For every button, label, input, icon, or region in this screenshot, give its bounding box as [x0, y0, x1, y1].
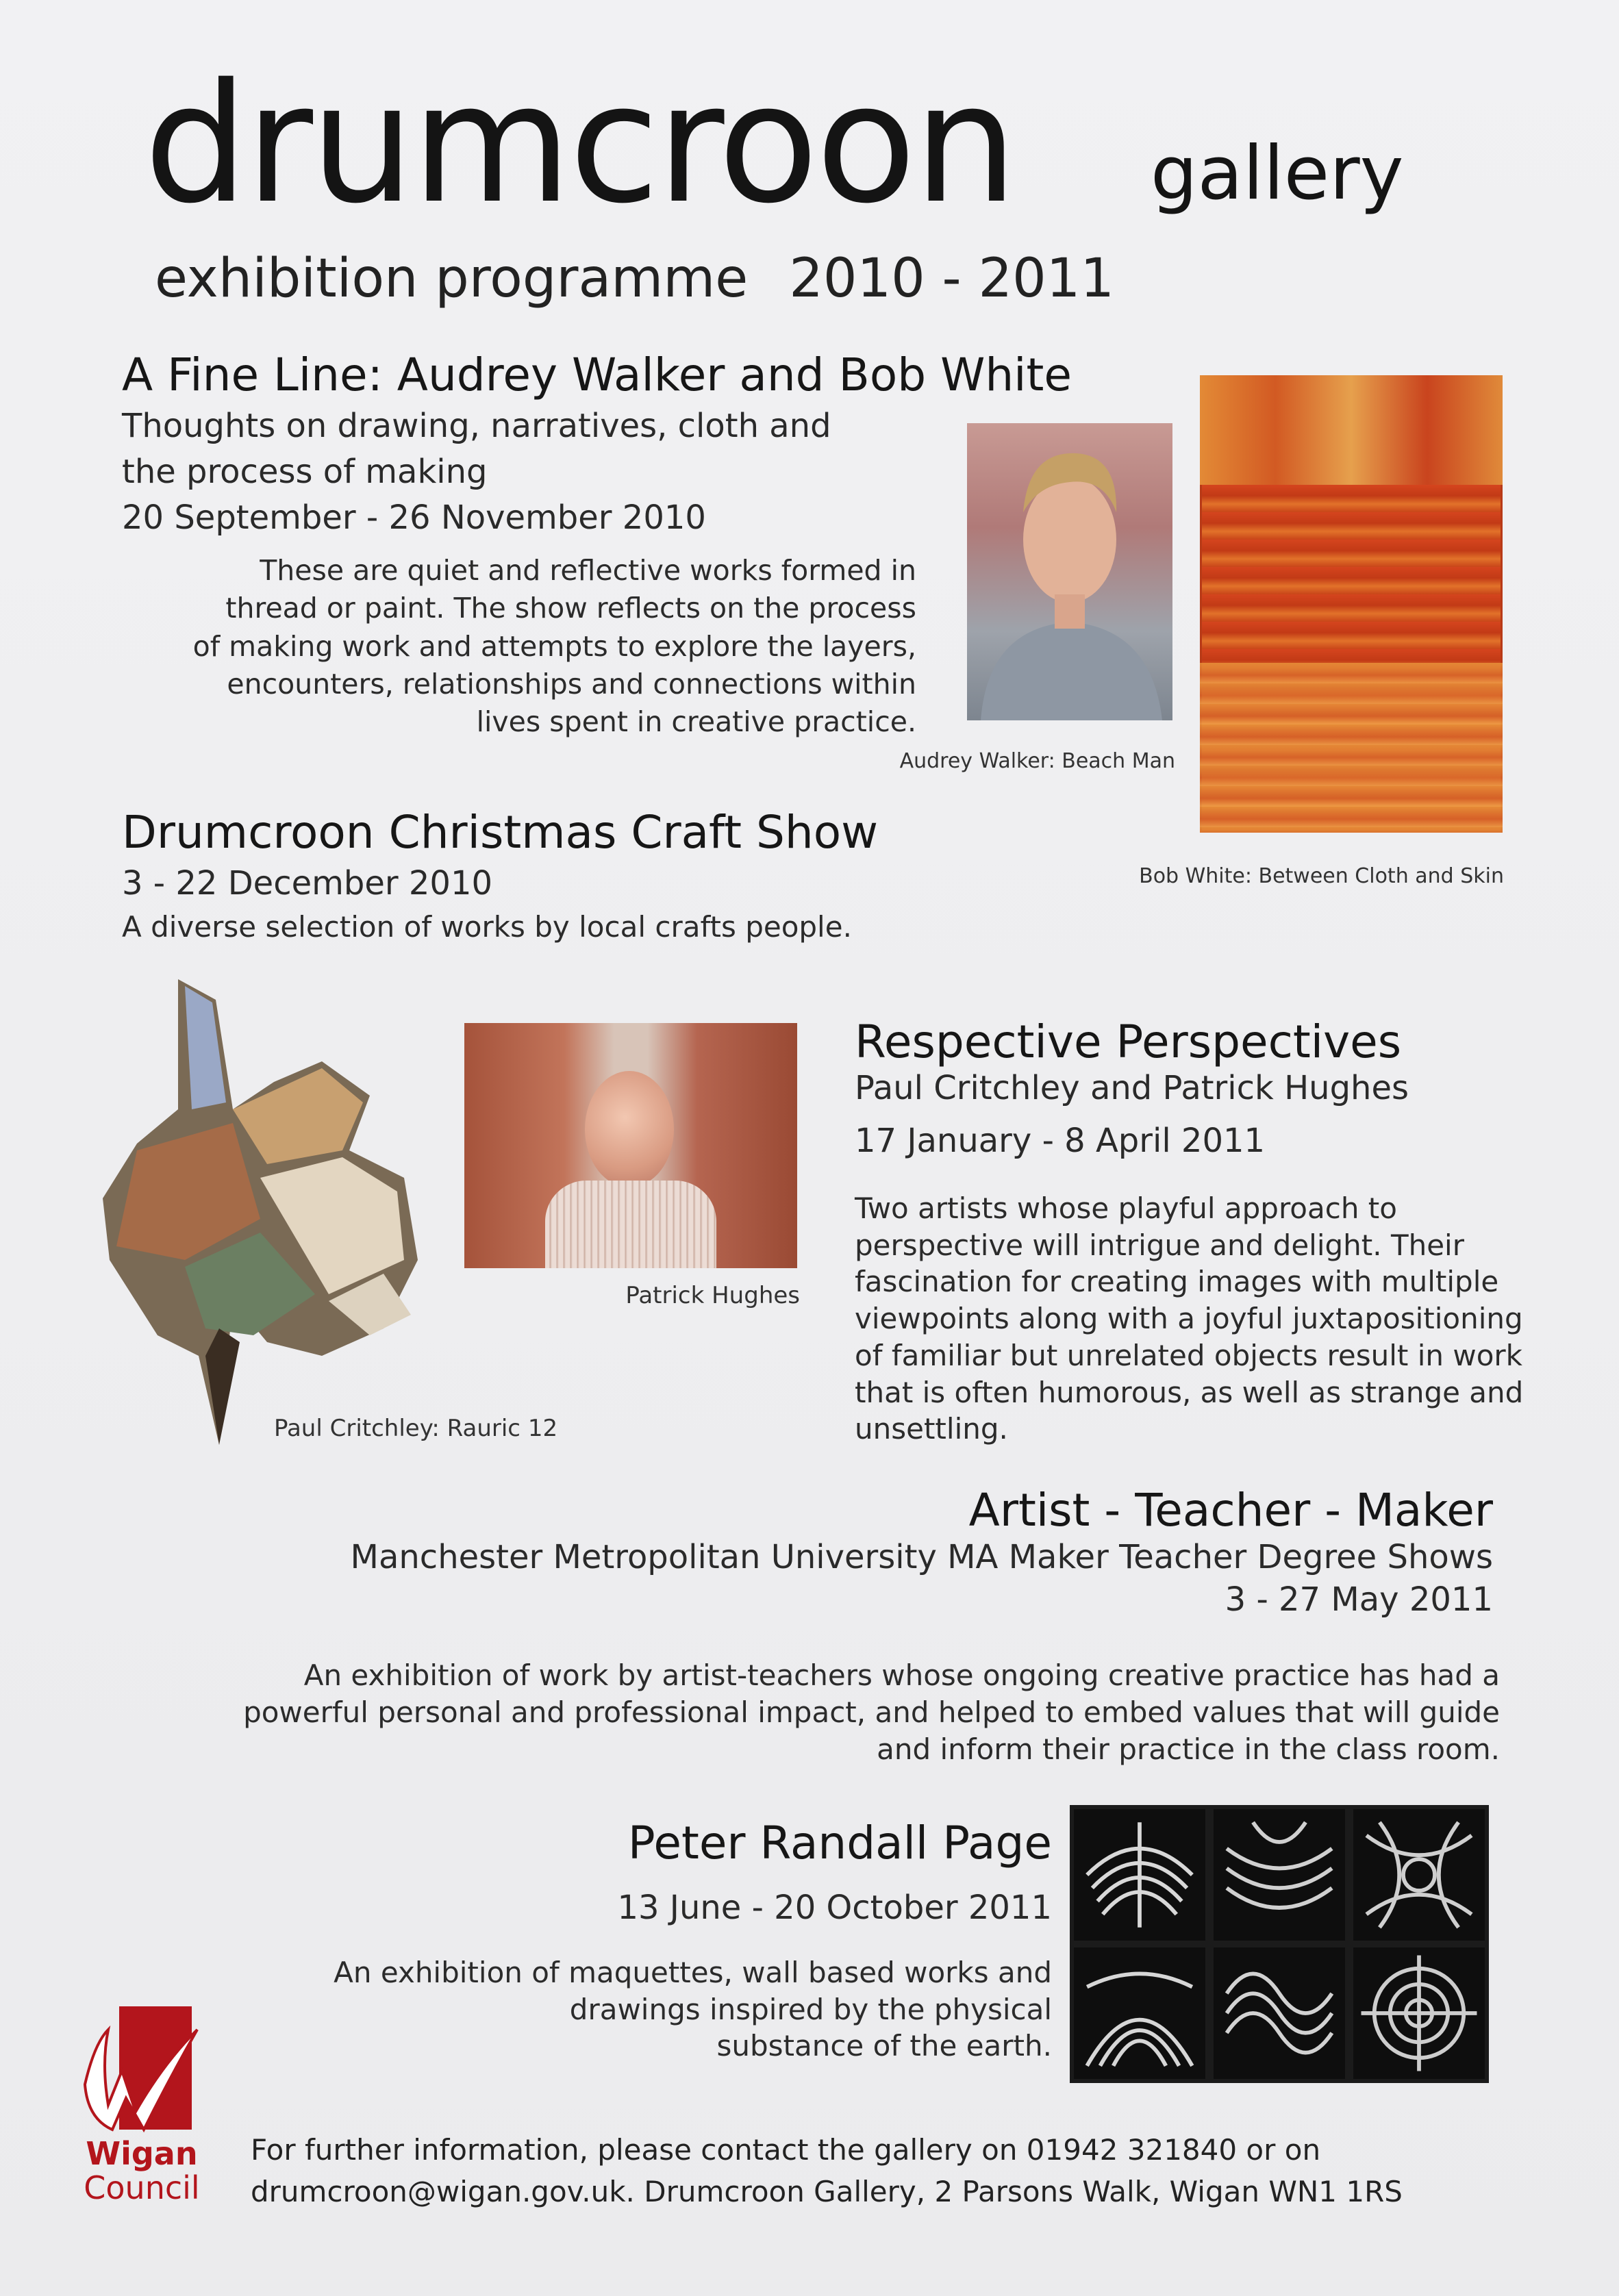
- exhibition-description: [122, 552, 916, 742]
- patrick-hughes-photo: [464, 1023, 797, 1268]
- exhibition-craft-show: [122, 808, 878, 946]
- between-cloth-and-skin-artwork: [1200, 375, 1503, 833]
- exhibition-subtitle: Manchester Metropolitan University MA Maker Teacher Degree Shows: [350, 1537, 1493, 1576]
- description-line: perspective will intrigue and delight. Their: [855, 1228, 1464, 1262]
- exhibition-title: Respective Perspectives: [855, 1015, 1402, 1068]
- description-line: fascination for creating images with multiple: [855, 1265, 1499, 1299]
- description-line: of making work and attempts to explore the layers,: [192, 629, 916, 663]
- artwork-tile: [1353, 1809, 1485, 1941]
- exhibition-description: [274, 1954, 1052, 2065]
- portrait-shirt: [545, 1181, 716, 1268]
- beach-man-painting: [967, 423, 1172, 720]
- exhibition-artist-teacher-maker: [205, 1486, 1493, 1621]
- description-line: lives spent in creative practice.: [476, 705, 916, 739]
- footer-line: For further information, please contact the gallery on 01942 321840 or on: [251, 2133, 1321, 2167]
- exhibition-dates: 20 September - 26 November 2010: [122, 498, 706, 537]
- description-line: and inform their practice in the class room.: [877, 1732, 1500, 1766]
- exhibition-subtitle: the process of making: [122, 452, 488, 491]
- description-line: encounters, relationships and connections within: [227, 668, 916, 701]
- description-line: Two artists whose playful approach to: [855, 1191, 1397, 1225]
- exhibition-title: A Fine Line: Audrey Walker and Bob White: [122, 349, 1072, 401]
- description-line: unsettling.: [855, 1412, 1008, 1446]
- exhibition-title: Drumcroon Christmas Craft Show: [122, 806, 879, 859]
- artwork-tile: [1214, 1947, 1345, 2079]
- programme-years: 2010 - 2011: [789, 248, 1114, 310]
- artwork-lower-band: [1200, 663, 1503, 833]
- exhibition-dates: 3 - 27 May 2011: [1225, 1580, 1493, 1619]
- exhibition-subtitle: Paul Critchley and Patrick Hughes: [855, 1068, 1409, 1107]
- exhibition-fine-line: [122, 351, 1072, 541]
- description-line: drawings inspired by the physical: [569, 1992, 1052, 2026]
- caption-paul-critchley: Paul Critchley: Rauric 12: [274, 1415, 558, 1442]
- caption-audrey-walker: Audrey Walker: Beach Man: [899, 749, 1175, 773]
- gallery-suffix: gallery: [1151, 131, 1404, 216]
- caption-bob-white: Bob White: Between Cloth and Skin: [1139, 864, 1504, 888]
- description-line: of familiar but unrelated objects result in work: [855, 1338, 1522, 1372]
- description-line: powerful personal and professional impact, and helped to embed values that will guide: [243, 1695, 1500, 1729]
- description-line: thread or paint. The show reflects on the process: [225, 592, 916, 625]
- footer-line: drumcroon@wigan.gov.uk. Drumcroon Gallery, 2 Parsons Walk, Wigan WN1 1RS: [251, 2174, 1403, 2208]
- randall-page-artwork-grid: [1070, 1805, 1489, 2083]
- exhibition-dates: 13 June - 20 October 2011: [617, 1888, 1052, 1927]
- logo-word-council: Council: [84, 2169, 200, 2206]
- artwork-tile: [1074, 1947, 1205, 2079]
- exhibition-peter-randall-page: [274, 1819, 1052, 2065]
- gallery-name: drumcroon: [144, 48, 1016, 240]
- exhibition-description: [137, 1657, 1500, 1767]
- exhibition-dates: 17 January - 8 April 2011: [855, 1121, 1266, 1160]
- exhibition-respective-perspectives: [855, 1015, 1553, 1448]
- exhibition-subtitle: Thoughts on drawing, narratives, cloth and: [122, 406, 831, 445]
- programme-label: exhibition programme: [155, 248, 749, 310]
- exhibition-description: A diverse selection of works by local crafts people.: [122, 909, 852, 944]
- contact-footer: [251, 2130, 1552, 2213]
- programme-heading: [155, 248, 1114, 310]
- logo-word-wigan: Wigan: [86, 2135, 198, 2172]
- description-line: substance of the earth.: [716, 2029, 1052, 2063]
- portrait-face: [585, 1071, 674, 1187]
- exhibition-dates: 3 - 22 December 2010: [122, 863, 493, 903]
- artwork-tile: [1214, 1809, 1345, 1941]
- artwork-top-band: [1200, 375, 1503, 485]
- exhibition-title: Artist - Teacher - Maker: [968, 1484, 1493, 1537]
- description-line: that is often humorous, as well as strange and: [855, 1375, 1524, 1409]
- caption-patrick-hughes: Patrick Hughes: [625, 1282, 800, 1309]
- description-line: An exhibition of maquettes, wall based works and: [334, 1955, 1052, 1989]
- exhibition-description: [855, 1190, 1553, 1448]
- description-line: An exhibition of work by artist-teachers whose ongoing creative practice has had a: [303, 1658, 1500, 1692]
- portrait-icon: [967, 423, 1172, 720]
- description-line: viewpoints along with a joyful juxtapositioning: [855, 1302, 1523, 1336]
- exhibition-title: Peter Randall Page: [627, 1817, 1052, 1869]
- wigan-council-wordmark: [77, 2135, 207, 2206]
- description-line: These are quiet and reflective works formed in: [260, 554, 916, 587]
- artwork-tile: [1074, 1809, 1205, 1941]
- artwork-tile: [1353, 1947, 1485, 2079]
